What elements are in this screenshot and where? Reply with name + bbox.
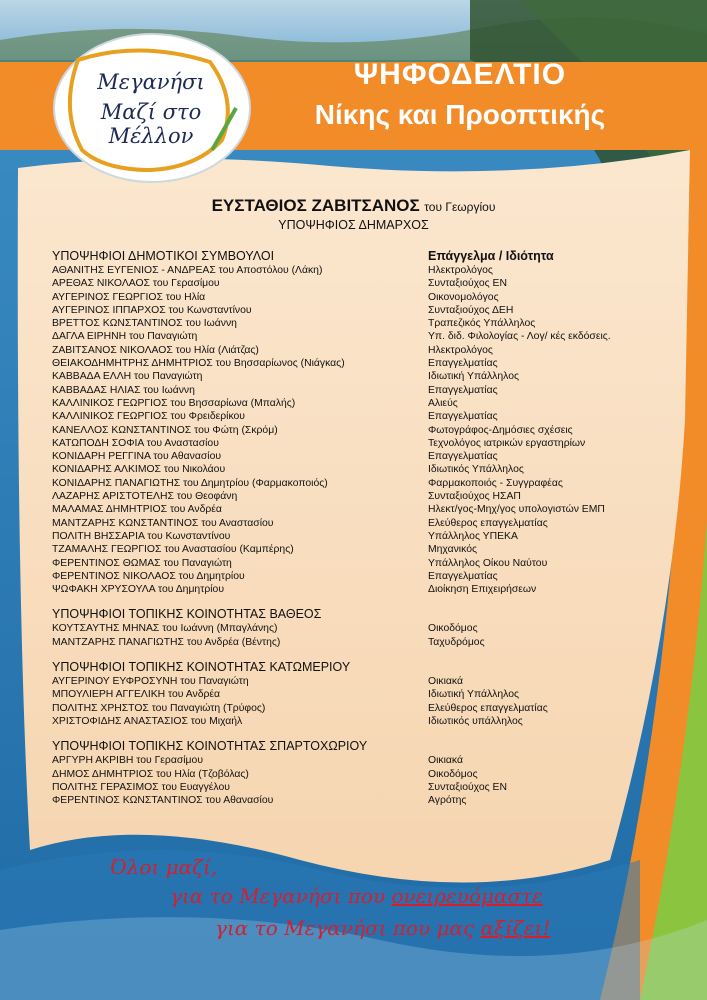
candidate-row (52, 410, 642, 423)
candidate-row (52, 424, 642, 437)
candidate-name: ΠΟΛΙΤΗΣ ΓΕΡΑΣΙΜΟΣ του Ευαγγέλου (52, 781, 230, 793)
candidate-profession: Συνταξιούχος ΕΝ (428, 781, 507, 793)
candidate-profession: Τραπεζικός Υπάλληλος (428, 318, 536, 330)
candidate-name: ΜΑΛΑΜΑΣ ΔΗΜΗΤΡΙΟΣ του Ανδρέα (52, 504, 222, 516)
candidate-row (52, 450, 642, 463)
section-header (52, 659, 642, 675)
candidate-name: ΛΑΖΑΡΗΣ ΑΡΙΣΤΟΤΕΛΗΣ του Θεοφάνη (52, 491, 238, 503)
candidate-row (52, 557, 642, 570)
candidate-profession: Επαγγελματίας (428, 384, 498, 396)
slogan-line3-text: για το Μεγανήσι που μας (215, 916, 481, 940)
candidate-name: ΚΑΛΛΙΝΙΚΟΣ ΓΕΩΡΓΙΟΣ του Βησσαρίωνα (Μπαλής) (52, 397, 296, 409)
candidate-row (52, 370, 642, 383)
candidate-name: ΒΡΕΤΤΟΣ ΚΩΝΣΤΑΝΤΙΝΟΣ του Ιωάννη (52, 318, 237, 330)
candidate-profession: Ιδιωτική Υπάλληλος (428, 371, 519, 383)
candidate-row (52, 490, 642, 503)
candidate-profession: Ιδιωτικός υπάλληλος (428, 715, 523, 727)
profession-column-header: Επάγγελμα / Ιδιότητα (428, 249, 554, 263)
candidate-row (52, 781, 642, 794)
candidate-name: ΦΕΡΕΝΤΙΝΟΣ ΘΩΜΑΣ του Παναγιώτη (52, 557, 232, 569)
candidate-profession: Επαγγελματίας (428, 358, 498, 370)
candidate-name: ΜΑΝΤΖΑΡΗΣ ΚΩΝΣΤΑΝΤΙΝΟΣ του Αναστασίου (52, 517, 274, 529)
candidate-profession: Φωτογράφος-Δημόσιες σχέσεις (428, 424, 573, 436)
mayor-role: ΥΠΟΨΗΦΙΟΣ ΔΗΜΑΡΧΟΣ (278, 218, 429, 232)
candidate-name: ΚΑΒΒΑΔΑΣ ΗΛΙΑΣ του Ιωάννη (52, 384, 195, 396)
candidate-name: ΦΕΡΕΝΤΙΝΟΣ ΚΩΝΣΤΑΝΤΙΝΟΣ του Αθανασίου (52, 795, 274, 807)
candidate-section (52, 738, 642, 807)
candidate-name: ΜΑΝΤΖΑΡΗΣ ΠΑΝΑΓΙΩΤΗΣ του Ανδρέα (Βέντης) (52, 636, 281, 648)
candidate-name: ΖΑΒΙΤΣΑΝΟΣ ΝΙΚΟΛΑΟΣ του Ηλία (Λιάτζας) (52, 344, 259, 356)
candidate-row (52, 517, 642, 530)
ballot-title (250, 58, 670, 132)
candidate-name: ΑΥΓΕΡΙΝΟΣ ΓΕΩΡΓΙΟΣ του Ηλία (52, 291, 206, 303)
mayor-candidate (0, 196, 707, 232)
mayor-name: ΕΥΣΤΑΘΙΟΣ ΖΑΒΙΤΣΑΝΟΣ (211, 196, 420, 215)
title-line2: Νίκης και Προοπτικής (314, 99, 606, 130)
candidate-row (52, 330, 642, 343)
candidate-row (52, 304, 642, 317)
candidate-name: ΜΠΟΥΛΙΕΡΗ ΑΓΓΕΛΙΚΗ του Ανδρέα (52, 689, 221, 701)
slogan-line2 (170, 884, 707, 908)
section-header (52, 248, 642, 264)
candidate-name: ΤΖΑΜΑΛΗΣ ΓΕΩΡΓΙΟΣ του Αναστασίου (Καμπέρης) (52, 544, 294, 556)
candidate-profession: Οικιακά (428, 676, 463, 688)
candidate-name: ΚΟΥΤΣΑΥΤΗΣ ΜΗΝΑΣ του Ιωάννη (Μπαγλάνης) (52, 623, 278, 635)
candidate-name: ΚΑΝΕΛΛΟΣ ΚΩΝΣΤΑΝΤΙΝΟΣ του Φώτη (Σκρόμ) (52, 424, 278, 436)
candidate-row (52, 702, 642, 715)
candidate-profession: Συνταξιούχος ΕΝ (428, 278, 507, 290)
candidate-name: ΑΘΑΝΙΤΗΣ ΕΥΓΕΝΙΟΣ - ΑΝΔΡΕΑΣ του Αποστόλου (Λάκη) (52, 265, 323, 276)
section-header (52, 738, 642, 754)
section-title: ΥΠΟΨΗΦΙΟΙ ΔΗΜΟΤΙΚΟΙ ΣΥΜΒΟΥΛΟΙ (52, 249, 275, 263)
candidate-row (52, 530, 642, 543)
candidate-profession: Οικοδόμος (428, 623, 478, 635)
candidate-name: ΔΑΓΛΑ ΕΙΡΗΝΗ του Παναγιώτη (52, 331, 198, 343)
candidate-profession: Ταχυδρόμος (428, 636, 485, 648)
candidate-row (52, 675, 642, 688)
candidate-profession: Φαρμακοποιός - Συγγραφέας (428, 477, 563, 489)
candidate-profession: Οικιακά (428, 755, 463, 767)
candidate-row (52, 437, 642, 450)
candidate-name: ΘΕΙΑΚΟΔΗΜΗΤΡΗΣ ΔΗΜΗΤΡΙΟΣ του Βησσαρίωνος (Νιάγκας) (52, 358, 345, 370)
candidate-profession: Επαγγελματίας (428, 570, 498, 582)
candidate-row (52, 715, 642, 728)
logo-line2: Μαζί στο Μέλλον (100, 100, 202, 148)
candidate-row (52, 794, 642, 807)
candidate-row (52, 543, 642, 556)
candidate-profession: Συνταξιούχος ΗΣΑΠ (428, 491, 521, 503)
candidate-profession: Ιδιωτικός Υπάλληλος (428, 464, 524, 476)
candidate-profession: Οικοδόμος (428, 768, 478, 780)
candidate-profession: Συνταξιούχος ΔΕΗ (428, 304, 514, 316)
section-header (52, 606, 642, 622)
candidate-profession: Μηχανικός (428, 544, 477, 556)
candidate-row (52, 397, 642, 410)
candidate-profession: Ιδιωτική Υπάλληλος (428, 689, 519, 701)
slogan-line3-emphasis: αξίζει! (480, 916, 551, 940)
candidate-name: ΚΟΝΙΔΑΡΗΣ ΑΛΚΙΜΟΣ του Νικολάου (52, 464, 226, 476)
candidate-profession: Υπ. διδ. Φιλολογίας - Λογ/ κές εκδόσεις. (428, 331, 611, 343)
candidate-profession: Ελεύθερος επαγγελματίας (428, 517, 548, 529)
candidate-name: ΦΕΡΕΝΤΙΝΟΣ ΝΙΚΟΛΑΟΣ του Δημητρίου (52, 570, 245, 582)
logo-line1: Μεγανήσι (97, 70, 205, 94)
candidate-profession: Υπάλληλος Οίκου Ναύτου (428, 557, 548, 569)
candidate-row (52, 636, 642, 649)
candidate-row (52, 688, 642, 701)
candidate-name: ΚΑΤΩΠΟΔΗ ΣΟΦΙΑ του Αναστασίου (52, 437, 219, 449)
candidate-row (52, 291, 642, 304)
candidate-row (52, 768, 642, 781)
candidate-name: ΔΗΜΟΣ ΔΗΜΗΤΡΙΟΣ του Ηλία (Τζοβόλας) (52, 768, 249, 780)
candidate-row (52, 754, 642, 767)
candidate-name: ΚΑΛΛΙΝΙΚΟΣ ΓΕΩΡΓΙΟΣ του Φρειδερίκου (52, 411, 245, 423)
candidate-row (52, 384, 642, 397)
slogan-line3 (215, 916, 707, 940)
candidate-row (52, 570, 642, 583)
candidate-section (52, 606, 642, 649)
section-title: ΥΠΟΨΗΦΙΟΙ ΤΟΠΙΚΗΣ ΚΟΙΝΟΤΗΤΑΣ ΣΠΑΡΤΟΧΩΡΙΟΥ (52, 739, 368, 754)
candidate-row (52, 583, 642, 596)
candidate-name: ΚΟΝΙΔΑΡΗ ΡΕΓΓΙΝΑ του Αθανασίου (52, 451, 222, 463)
candidate-row (52, 277, 642, 290)
candidate-profession: Υπάλληλος ΥΠΕΚΑ (428, 530, 518, 542)
candidate-profession: Ελεύθερος επαγγελματίας (428, 702, 548, 714)
section-title: ΥΠΟΨΗΦΙΟΙ ΤΟΠΙΚΗΣ ΚΟΙΝΟΤΗΤΑΣ ΚΑΤΩΜΕΡΙΟΥ (52, 660, 351, 675)
slogan-line2-text: για το Μεγανήσι που (170, 884, 392, 908)
mayor-father: του Γεωργίου (424, 200, 496, 214)
candidate-profession: Οικονομολόγος (428, 291, 499, 303)
candidate-row (52, 463, 642, 476)
candidate-name: ΑΥΓΕΡΙΝΟΣ ΙΠΠΑΡΧΟΣ του Κωνσταντίνου (52, 304, 252, 316)
slogan-line1: Όλοι μαζί, (110, 855, 218, 879)
slogan-line2-emphasis: ονειρευόμαστε (391, 884, 543, 908)
candidate-section (52, 248, 642, 596)
candidate-profession: Ηλεκτρολόγος (428, 344, 493, 356)
candidate-profession: Επαγγελματίας (428, 411, 498, 423)
section-title: ΥΠΟΨΗΦΙΟΙ ΤΟΠΙΚΗΣ ΚΟΙΝΟΤΗΤΑΣ ΒΑΘΕΟΣ (52, 607, 322, 622)
candidate-name: ΚΑΒΒΑΔΑ ΕΛΛΗ του Παναγιώτη (52, 371, 203, 383)
candidate-profession: Αγρότης (428, 795, 467, 807)
candidate-row (52, 503, 642, 516)
candidate-name: ΠΟΛΙΤΗΣ ΧΡΗΣΤΟΣ του Παναγιώτη (Τρύφος) (52, 702, 266, 714)
candidate-row (52, 344, 642, 357)
candidate-row (52, 264, 642, 277)
candidate-name: ΠΟΛΙΤΗ ΒΗΣΣΑΡΙΑ του Κωνσταντίνου (52, 530, 231, 542)
candidate-row (52, 317, 642, 330)
candidate-list (52, 248, 642, 817)
title-line1: ΨΗΦΟΔΕΛΤΙΟ (353, 58, 567, 91)
candidate-row (52, 477, 642, 490)
candidate-name: ΑΡΕΘΑΣ ΝΙΚΟΛΑΟΣ του Γερασίμου (52, 278, 220, 290)
candidate-profession: Ηλεκτ/γος-Μηχ/γος υπολογιστών ΕΜΠ (428, 504, 605, 516)
candidate-section (52, 659, 642, 728)
candidate-name: ΧΡΙΣΤΟΦΙΔΗΣ ΑΝΑΣΤΑΣΙΟΣ του Μιχαήλ (52, 715, 243, 727)
candidate-profession: Επαγγελματίας (428, 451, 498, 463)
candidate-profession: Αλιεύς (428, 397, 458, 409)
candidate-profession: Ηλεκτρολόγος (428, 265, 493, 276)
candidate-name: ΑΡΓΥΡΗ ΑΚΡΙΒΗ του Γερασίμου (52, 755, 204, 767)
candidate-row (52, 357, 642, 370)
candidate-name: ΑΥΓΕΡΙΝΟΥ ΕΥΦΡΟΣΥΝΗ του Παναγιώτη (52, 676, 249, 688)
candidate-name: ΨΩΦΑΚΗ ΧΡΥΣΟΥΛΑ του Δημητρίου (52, 584, 224, 596)
candidate-name: ΚΟΝΙΔΑΡΗΣ ΠΑΝΑΓΙΩΤΗΣ του Δημητρίου (Φαρμακοποιός) (52, 477, 328, 489)
candidate-profession: Τεχνολόγος ιατρικών εργαστηρίων (428, 437, 586, 449)
candidate-row (52, 622, 642, 635)
candidate-profession: Διοίκηση Επιχειρήσεων (428, 584, 537, 596)
